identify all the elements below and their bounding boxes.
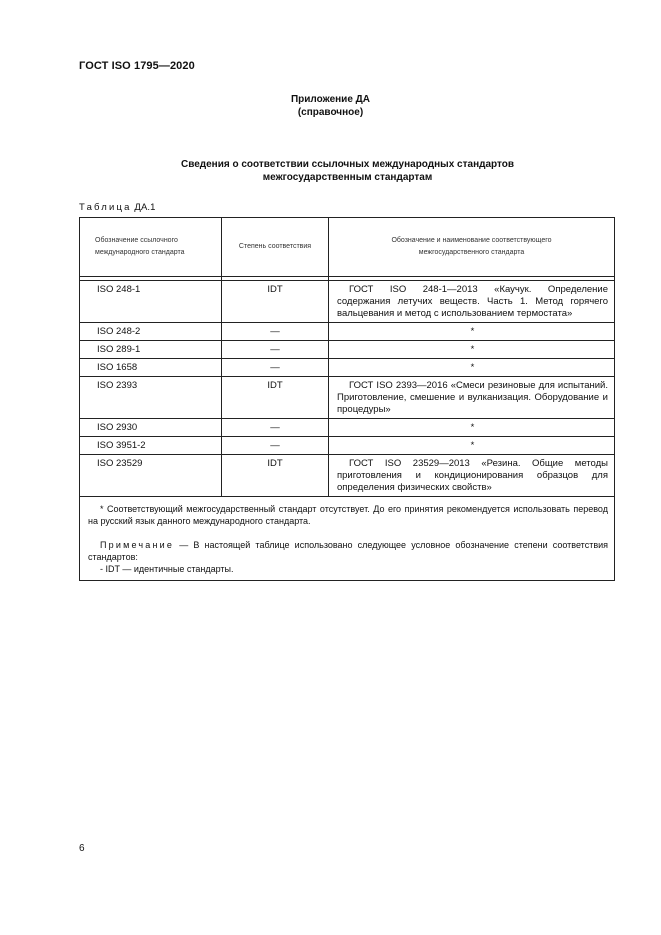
document-header: ГОСТ ISO 1795—2020 <box>79 60 195 72</box>
page-number: 6 <box>79 843 85 854</box>
row-standard: * <box>329 419 615 437</box>
table-row <box>80 419 615 437</box>
table-caption-word: Таблица <box>79 202 132 213</box>
row-code: ISO 3951-2 <box>80 437 222 455</box>
row-code: ISO 248-1 <box>80 281 222 323</box>
row-standard: ГОСТ ISO 23529—2013 «Резина. Общие методы приготовления и кондиционирования образцов для определения физических свойств» <box>329 455 615 497</box>
table-row <box>80 323 615 341</box>
table-caption <box>79 202 156 213</box>
row-degree: — <box>222 437 329 455</box>
row-standard: * <box>329 341 615 359</box>
table-note <box>88 539 608 563</box>
note-text: — В настоящей таблице использовано следующее условное обозначение степени соответствия стандартов: <box>88 540 608 562</box>
row-code: ISO 2930 <box>80 419 222 437</box>
row-degree: IDT <box>222 281 329 323</box>
note-label: Примечание <box>100 540 175 550</box>
table-footnote: * Соответствующий межгосударственный стандарт отсутствует. До его принятия рекомендуется использовать перевод на русский язык данного международного стандарта. <box>88 504 608 526</box>
row-standard: * <box>329 359 615 377</box>
table-notes-row <box>80 497 615 581</box>
table-row <box>80 341 615 359</box>
header-degree: Степень соответствия <box>222 218 329 277</box>
correspondence-table <box>79 217 615 581</box>
annex-subtitle: (справочное) <box>297 107 364 118</box>
table-row <box>80 377 615 419</box>
table-notes <box>80 497 615 581</box>
header-reference-standard: Обозначение ссылочного международного стандарта <box>80 218 222 277</box>
table-row <box>80 281 615 323</box>
row-standard: ГОСТ ISO 248-1—2013 «Каучук. Определение содержания летучих веществ. Часть 1. Метод горячего вальцевания и метод с использованием термостата» <box>329 281 615 323</box>
row-code: ISO 1658 <box>80 359 222 377</box>
table-row <box>80 437 615 455</box>
row-degree: — <box>222 341 329 359</box>
section-title <box>0 158 661 184</box>
row-degree: — <box>222 323 329 341</box>
row-code: ISO 248-2 <box>80 323 222 341</box>
table-header-row <box>80 218 615 277</box>
header-interstate-standard: Обозначение и наименование соответствующего межгосударственного стандарта <box>329 218 615 277</box>
row-degree: — <box>222 419 329 437</box>
table-caption-number: ДА.1 <box>134 202 156 213</box>
row-degree: IDT <box>222 377 329 419</box>
row-standard: * <box>329 437 615 455</box>
row-degree: IDT <box>222 455 329 497</box>
row-standard: * <box>329 323 615 341</box>
row-standard: ГОСТ ISO 2393—2016 «Смеси резиновые для испытаний. Приготовление, смешение и вулканизация. Оборудование и процедуры» <box>329 377 615 419</box>
table-row <box>80 455 615 497</box>
row-code: ISO 23529 <box>80 455 222 497</box>
row-degree: — <box>222 359 329 377</box>
note-list-item: - IDT — идентичные стандарты. <box>100 564 234 574</box>
row-code: ISO 2393 <box>80 377 222 419</box>
row-code: ISO 289-1 <box>80 341 222 359</box>
annex-title: Приложение ДА <box>290 94 371 105</box>
table-row <box>80 359 615 377</box>
section-title-line1: Сведения о соответствии ссылочных международных стандартов <box>180 159 515 170</box>
section-title-line2: межгосударственным стандартам <box>262 172 433 183</box>
